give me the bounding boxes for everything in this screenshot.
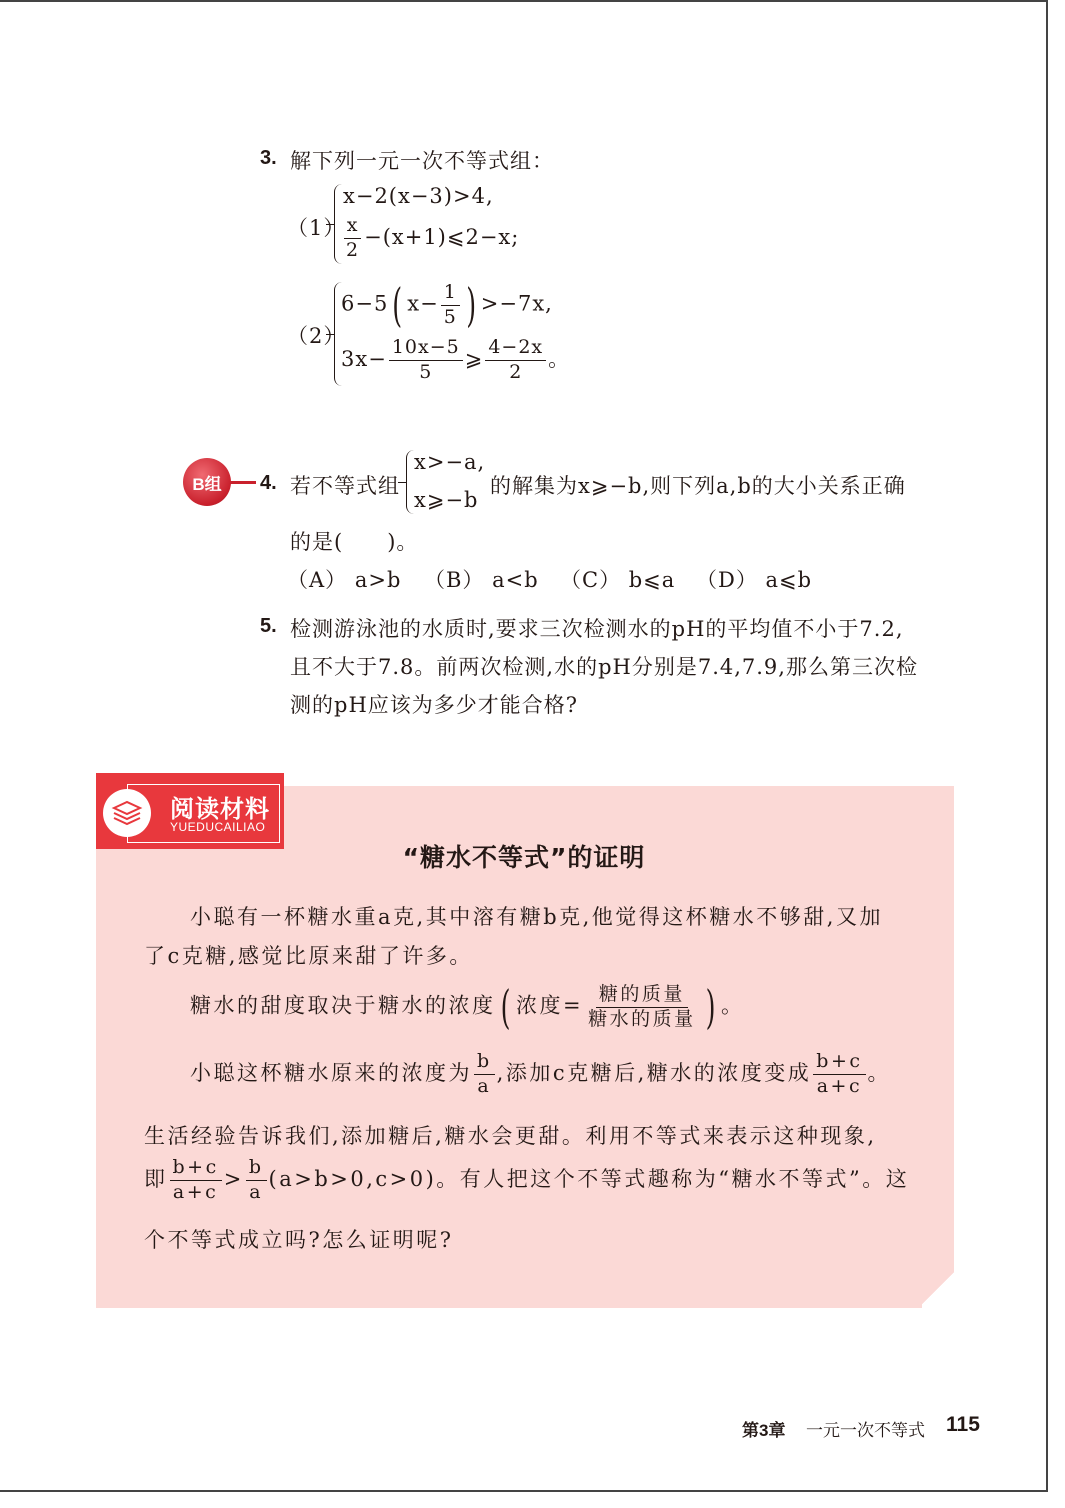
frac-num: 1 <box>441 283 460 306</box>
problem-5-number: 5. <box>260 615 277 637</box>
reading-para3-line4: 个不等式成立吗?怎么证明呢? <box>144 1228 454 1252</box>
operator: > <box>223 1166 244 1191</box>
text: 糖水的甜度取决于糖水的浓度 <box>190 993 496 1018</box>
right-paren: ) <box>705 980 717 1034</box>
frac-num: b+c <box>813 1052 865 1075</box>
frac-num: b <box>246 1158 267 1181</box>
expr: x− <box>407 291 439 316</box>
page-fold <box>922 1268 954 1308</box>
problem-4-sys-line1: x>−a, <box>414 450 486 474</box>
text: ,添加c克糖后,糖水的浓度变成 <box>496 1060 812 1085</box>
text: 即 <box>144 1166 168 1191</box>
frac-num: b <box>474 1052 495 1075</box>
expr: 3x− <box>341 346 387 371</box>
problem-5-line2: 且不大于7.8。前两次检测,水的pH分别是7.4,7.9,那么第三次检 <box>290 655 918 679</box>
frac-den: a+c <box>816 1074 863 1097</box>
option-a: （A） a>b <box>287 568 402 592</box>
frac-den: 5 <box>419 360 433 383</box>
problem-3-1-line2 <box>341 216 519 261</box>
option-b: （B） a<b <box>424 568 539 592</box>
problem-5-line3: 测的pH应该为多少才能合格? <box>290 693 579 717</box>
problem-3-1-line2-rest: −(x+1)⩽2−x; <box>364 224 520 249</box>
left-paren: ( <box>500 980 512 1034</box>
frac-num: 10x−5 <box>389 338 463 361</box>
text: (a>b>0,c>0)。有人把这个不等式趣称为“糖水不等式”。这 <box>268 1166 910 1191</box>
problem-3-stem: 解下列一元一次不等式组： <box>290 149 554 173</box>
reading-para2 <box>190 980 745 1034</box>
reading-para1-line2: 了c克糖,感觉比原来甜了许多。 <box>144 944 473 968</box>
option-d: （D） a⩽b <box>696 568 813 592</box>
text: 。 <box>721 993 745 1018</box>
left-paren: ( <box>392 278 404 332</box>
period: 。 <box>548 346 571 371</box>
operator: ⩾ <box>464 346 484 371</box>
frac-den: a+c <box>172 1180 219 1203</box>
problem-4-stem-b: 的解集为x⩾−b,则下列a,b的大小关系正确 <box>490 474 906 498</box>
problem-3-1-label: （1） <box>287 216 346 240</box>
frac-den: a <box>249 1180 264 1203</box>
frac-den: 糖水的质量 <box>588 1007 696 1030</box>
reading-title: “糖水不等式”的证明 <box>402 843 646 872</box>
expr: 6−5 <box>341 291 389 316</box>
problem-3-1-line1: x−2(x−3)>4, <box>343 184 494 208</box>
problem-3-2-label: （2） <box>287 324 346 348</box>
frac-num: x <box>344 216 362 239</box>
text: 浓度= <box>515 993 584 1018</box>
problem-4-number: 4. <box>260 472 277 494</box>
frac-den: a <box>477 1074 492 1097</box>
reading-para3-line1 <box>190 1052 891 1097</box>
frac-num: 4−2x <box>485 338 546 361</box>
frac-num: b+c <box>170 1158 222 1181</box>
problem-4-stem-a: 若不等式组 <box>290 474 400 498</box>
books-icon <box>103 789 151 837</box>
footer-chapter-name: 一元一次不等式 <box>806 1421 925 1440</box>
reading-tag-title: 阅读材料 <box>170 796 270 823</box>
right-paren: ) <box>466 278 477 332</box>
problem-3-2-line1 <box>341 278 553 332</box>
problem-4-stem-c: 的是( )。 <box>290 530 419 554</box>
reading-tag-subtitle: YUEDUCAILIAO <box>170 820 266 834</box>
page-number: 115 <box>946 1413 980 1436</box>
text: 小聪这杯糖水原来的浓度为 <box>190 1060 472 1085</box>
problem-3-number: 3. <box>260 147 277 169</box>
books-icon-svg <box>110 798 144 828</box>
frac-den: 2 <box>346 238 360 261</box>
text: 。 <box>867 1060 892 1085</box>
expr: >−7x, <box>480 291 553 316</box>
reading-para3-line2: 生活经验告诉我们,添加糖后,糖水会更甜。利用不等式来表示这种现象, <box>144 1124 877 1148</box>
footer-chapter: 第3章 <box>742 1421 786 1440</box>
reading-para3-line3 <box>144 1158 909 1203</box>
problem-4-sys-line2: x⩾−b <box>414 488 479 512</box>
frac-num: 糖的质量 <box>596 985 688 1008</box>
group-badge: B组 <box>183 458 231 506</box>
reading-para1-line1: 小聪有一杯糖水重a克,其中溶有糖b克,他觉得这杯糖水不够甜,又加 <box>190 905 883 929</box>
option-c: （C） b⩽a <box>560 568 676 592</box>
frac-den: 5 <box>443 305 457 328</box>
frac-den: 2 <box>509 360 523 383</box>
problem-5-line1: 检测游泳池的水质时,要求三次检测水的pH的平均值不小于7.2, <box>290 617 904 641</box>
problem-3-2-line2 <box>341 338 570 383</box>
